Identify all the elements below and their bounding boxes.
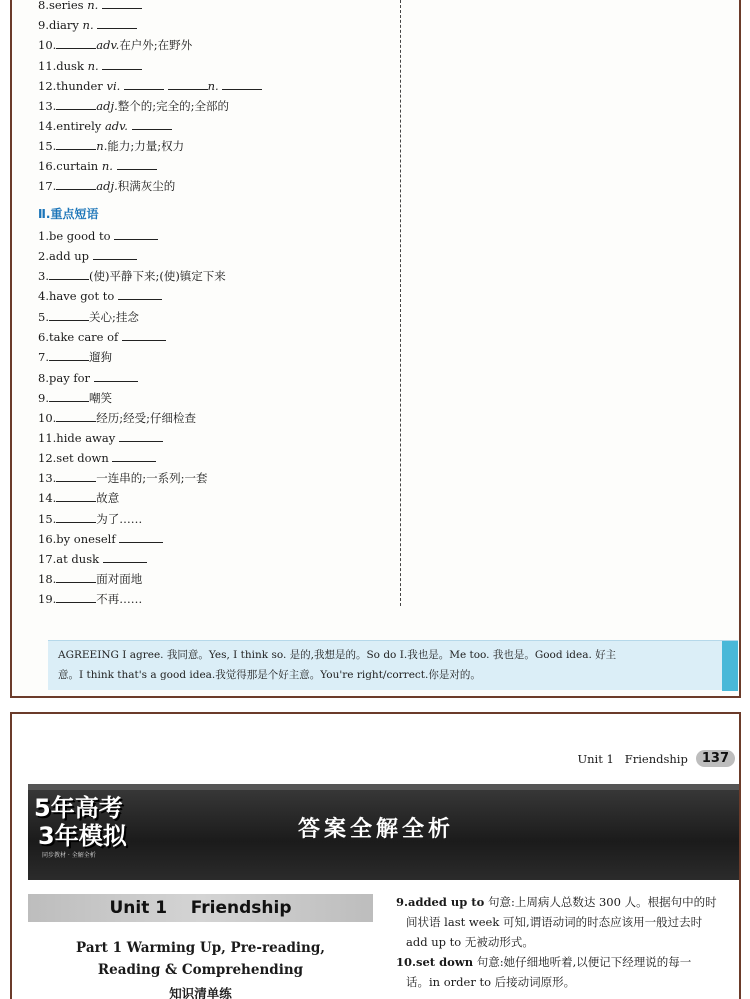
phrase-item: 2.add up [38,248,137,264]
answer-blank[interactable] [114,229,158,240]
answer-line: 10.set down 句意:她仔细地听着,以便记下经理说的每一 [396,955,692,969]
answer-line: 间状语 last week 可知,谓语动词的时态应该用一般过去时 [406,915,703,929]
phrase-item: 15. 为了…… [38,512,143,526]
agreeing-tip-box [48,640,738,690]
phrase-item: 17.at dusk [38,551,147,567]
answer-blank[interactable] [93,249,137,260]
answer-banner [28,784,741,880]
answer-blank[interactable] [56,572,96,583]
agreeing-tip-line: 意。I think that's a good idea.我觉得那是个好主意。You're right/correct.你是对的。 [58,669,481,681]
banner-title: 答案全解全析 [298,817,455,842]
logo-subtitle: 同步教材 · 全解全析 [42,852,96,859]
top-page [10,0,741,698]
vocab-item: 14.entirely adv. [38,118,172,134]
answer-blank[interactable] [117,159,157,170]
part-title: Part 1 Warming Up, Pre-reading, [76,940,325,956]
answer-blank[interactable] [122,330,166,341]
answer-blank[interactable] [56,491,96,502]
vocab-item: 13. adj.整个的;完全的;全部的 [38,99,229,113]
vocab-item: 12.thunder vi. n. [38,78,262,94]
answer-blank[interactable] [222,79,262,90]
phrase-item: 16.by oneself [38,531,163,547]
phrase-item: 1.be good to [38,228,158,244]
vocab-item: 8.series n. [38,0,142,13]
section-heading-phrases: Ⅱ.重点短语 [38,207,99,221]
answer-line: 话。in order to 后接动词原形。 [406,975,576,989]
vocab-item: 11.dusk n. [38,58,142,74]
answer-blank[interactable] [103,552,147,563]
phrase-item: 7. 遛狗 [38,350,112,364]
answer-blank[interactable] [56,471,96,482]
answer-blank[interactable] [119,532,163,543]
vocab-item: 9.diary n. [38,17,137,33]
answer-line: 9.added up to 句意:上周病人总数达 300 人。根据句中的时 [396,895,717,909]
column-divider [400,0,401,606]
answer-blank[interactable] [56,179,96,190]
answer-blank[interactable] [112,451,156,462]
phrase-item: 11.hide away [38,430,163,446]
answer-blank[interactable] [97,18,137,29]
answer-blank[interactable] [56,512,96,523]
answer-blank[interactable] [132,119,172,130]
answer-blank[interactable] [49,269,89,280]
answer-blank[interactable] [56,38,96,49]
answer-blank[interactable] [124,79,164,90]
exercise-heading: 知识清单练 [169,986,232,999]
phrase-item: 4.have got to [38,288,162,304]
phrase-item: 19. 不再…… [38,592,143,606]
phrase-item: 18. 面对面地 [38,572,143,586]
answer-blank[interactable] [102,0,142,9]
phrase-item: 8.pay for [38,370,138,386]
phrase-item: 12.set down [38,450,156,466]
answer-line: add up to 无被动形式。 [406,935,534,949]
phrase-item: 3. (使)平静下来;(使)镇定下来 [38,269,226,283]
answer-blank[interactable] [56,592,96,603]
answer-blank[interactable] [56,99,96,110]
answer-blank[interactable] [49,391,89,402]
page-edge-tab [722,641,738,691]
phrase-item: 14. 故意 [38,491,120,505]
agreeing-tip-line: AGREEING I agree. 我同意。Yes, I think so. 是的,我想是的。So do I.我也是。Me too. 我也是。Good idea. 好主 [58,649,617,661]
vocab-item: 10. adv.在户外;在野外 [38,38,193,52]
phrase-item: 5. 关心;挂念 [38,310,139,324]
answer-blank[interactable] [94,371,138,382]
logo-line: 5年高考 [34,794,123,822]
banner-stripe [28,784,741,790]
page-number: 137 [696,750,735,767]
vocab-item: 15. n.能力;力量;权力 [38,139,185,153]
answer-blank[interactable] [49,350,89,361]
logo-line: 3年模拟 [38,822,127,850]
answer-blank[interactable] [168,79,208,90]
part-subtitle: Reading & Comprehending [97,962,304,978]
phrase-item: 9. 嘲笑 [38,391,112,405]
phrase-item: 13. 一连串的;一系列;一套 [38,471,208,485]
phrase-item: 6.take care of [38,329,166,345]
phrase-item: 10. 经历;经受;仔细检查 [38,411,197,425]
answer-blank[interactable] [102,59,142,70]
answer-blank[interactable] [56,411,96,422]
answer-blank[interactable] [49,310,89,321]
answer-blank[interactable] [119,431,163,442]
answer-blank[interactable] [118,289,162,300]
running-head [577,750,735,767]
answer-blank[interactable] [56,139,96,150]
vocab-item: 16.curtain n. [38,158,157,174]
bottom-page [10,712,741,999]
running-head-title: Unit 1 Friendship [577,751,688,766]
vocab-item: 17. adj.积满灰尘的 [38,179,176,193]
series-logo [34,794,150,864]
unit-title: Unit 1 Friendship [28,894,373,922]
